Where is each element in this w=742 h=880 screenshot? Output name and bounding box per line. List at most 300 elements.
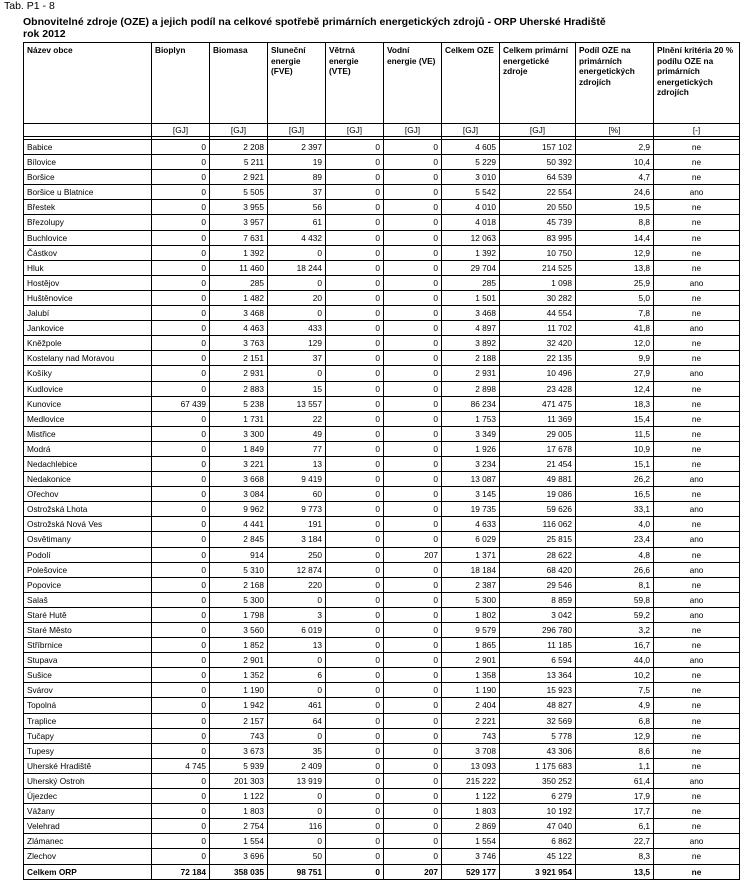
table-cell: 350 252 — [500, 773, 576, 788]
table-title — [23, 16, 742, 40]
unit-cell: [GJ] — [500, 124, 576, 137]
table-cell: 0 — [326, 728, 384, 743]
table-cell: ano — [654, 185, 740, 200]
column-header: Plnění kritéria 20 % podílu OZE na primárních energetických zdrojích — [654, 43, 740, 124]
table-cell: 0 — [152, 306, 210, 321]
table-row — [24, 170, 740, 185]
table-row — [24, 743, 740, 758]
municipality-name: Polešovice — [24, 562, 152, 577]
table-row — [24, 698, 740, 713]
table-cell: 2 208 — [210, 140, 268, 155]
table-cell: 3 042 — [500, 607, 576, 622]
municipality-name: Hostějov — [24, 275, 152, 290]
table-cell: 49 881 — [500, 472, 576, 487]
table-cell: 471 475 — [500, 396, 576, 411]
table-row — [24, 577, 740, 592]
table-cell: 5,0 — [576, 290, 654, 305]
table-cell: 207 — [384, 547, 442, 562]
table-cell: 27,9 — [576, 366, 654, 381]
table-cell: 0 — [326, 547, 384, 562]
table-cell: 11 460 — [210, 260, 268, 275]
table-cell: ne — [654, 864, 740, 879]
table-cell: ne — [654, 441, 740, 456]
table-cell: 0 — [384, 789, 442, 804]
column-header: Celkem primární energetické zdroje — [500, 43, 576, 124]
table-cell: ne — [654, 849, 740, 864]
table-cell: 0 — [152, 819, 210, 834]
table-cell: 3,2 — [576, 623, 654, 638]
table-cell: 0 — [152, 834, 210, 849]
table-cell: 116 — [268, 819, 326, 834]
table-cell: 0 — [384, 728, 442, 743]
table-cell: 0 — [268, 728, 326, 743]
table-cell: ne — [654, 728, 740, 743]
table-cell: 56 — [268, 200, 326, 215]
unit-cell: [GJ] — [210, 124, 268, 137]
table-cell: ne — [654, 411, 740, 426]
table-cell: 0 — [326, 819, 384, 834]
table-cell: 32 420 — [500, 336, 576, 351]
table-cell: 19,5 — [576, 200, 654, 215]
table-cell: 0 — [326, 758, 384, 773]
table-cell: 86 234 — [442, 396, 500, 411]
table-cell: 0 — [384, 849, 442, 864]
municipality-name: Hluk — [24, 260, 152, 275]
table-cell: 3 010 — [442, 170, 500, 185]
table-cell: 0 — [384, 351, 442, 366]
table-cell: 2 409 — [268, 758, 326, 773]
municipality-name: Stříbrnice — [24, 638, 152, 653]
table-cell: 0 — [268, 683, 326, 698]
table-cell: 0 — [152, 773, 210, 788]
table-row — [24, 456, 740, 471]
table-cell: 2 151 — [210, 351, 268, 366]
table-row — [24, 789, 740, 804]
table-cell: 0 — [384, 396, 442, 411]
table-cell: 0 — [326, 411, 384, 426]
table-cell: ne — [654, 245, 740, 260]
table-cell: 1 554 — [210, 834, 268, 849]
table-cell: 201 303 — [210, 773, 268, 788]
table-cell: 4,8 — [576, 547, 654, 562]
table-cell: 11,5 — [576, 426, 654, 441]
table-cell: ne — [654, 260, 740, 275]
table-cell: 2 387 — [442, 577, 500, 592]
table-cell: 4,0 — [576, 517, 654, 532]
table-cell: 0 — [384, 668, 442, 683]
table-cell: 0 — [152, 562, 210, 577]
table-cell: 23,4 — [576, 532, 654, 547]
table-cell: 0 — [326, 426, 384, 441]
table-cell: 0 — [384, 562, 442, 577]
table-cell: 0 — [268, 592, 326, 607]
table-cell: 1 175 683 — [500, 758, 576, 773]
table-cell: 0 — [326, 321, 384, 336]
table-cell: 4 745 — [152, 758, 210, 773]
unit-cell: [GJ] — [326, 124, 384, 137]
table-cell: ne — [654, 638, 740, 653]
table-cell: 5 778 — [500, 728, 576, 743]
table-cell: 29 704 — [442, 260, 500, 275]
table-cell: 3 673 — [210, 743, 268, 758]
table-cell: 3 349 — [442, 426, 500, 441]
table-cell: 0 — [152, 502, 210, 517]
table-cell: 0 — [384, 683, 442, 698]
table-cell: 0 — [326, 336, 384, 351]
table-row — [24, 396, 740, 411]
table-cell: ne — [654, 577, 740, 592]
table-cell: 1 501 — [442, 290, 500, 305]
table-cell: 9,9 — [576, 351, 654, 366]
municipality-name: Jalubí — [24, 306, 152, 321]
table-cell: 11 702 — [500, 321, 576, 336]
table-cell: 1 926 — [442, 441, 500, 456]
column-header: Celkem OZE — [442, 43, 500, 124]
table-cell: 0 — [326, 381, 384, 396]
table-cell: 0 — [152, 668, 210, 683]
table-cell: 0 — [384, 834, 442, 849]
table-cell: 4,7 — [576, 170, 654, 185]
table-cell: 8 859 — [500, 592, 576, 607]
table-cell: ano — [654, 532, 740, 547]
table-cell: 0 — [268, 653, 326, 668]
unit-cell: [%] — [576, 124, 654, 137]
table-cell: 0 — [326, 396, 384, 411]
table-label: Tab. P1 - 8 — [4, 0, 55, 12]
table-cell: 1 190 — [442, 683, 500, 698]
table-cell: 0 — [152, 426, 210, 441]
table-cell: 0 — [384, 245, 442, 260]
table-cell: 0 — [268, 306, 326, 321]
table-cell: ne — [654, 789, 740, 804]
table-body — [24, 137, 740, 880]
table-cell: 0 — [152, 336, 210, 351]
table-cell: 2 921 — [210, 170, 268, 185]
table-cell: 3 957 — [210, 215, 268, 230]
table-cell: ne — [654, 140, 740, 155]
table-cell: 0 — [384, 275, 442, 290]
table-cell: ne — [654, 623, 740, 638]
table-cell: 10,9 — [576, 441, 654, 456]
municipality-name: Medlovice — [24, 411, 152, 426]
table-row — [24, 668, 740, 683]
table-cell: 18 184 — [442, 562, 500, 577]
table-cell: 296 780 — [500, 623, 576, 638]
table-cell: 12,9 — [576, 728, 654, 743]
table-cell: 10 750 — [500, 245, 576, 260]
table-cell: 2 404 — [442, 698, 500, 713]
table-cell: 0 — [268, 366, 326, 381]
table-cell: 9 773 — [268, 502, 326, 517]
table-cell: 0 — [384, 366, 442, 381]
table-row — [24, 653, 740, 668]
table-cell: 13 919 — [268, 773, 326, 788]
table-cell: 47 040 — [500, 819, 576, 834]
table-cell: 0 — [152, 804, 210, 819]
table-cell: 3 668 — [210, 472, 268, 487]
table-cell: 0 — [152, 653, 210, 668]
table-row — [24, 834, 740, 849]
table-row — [24, 260, 740, 275]
table-cell: 0 — [152, 140, 210, 155]
table-row — [24, 426, 740, 441]
table-cell: 28 622 — [500, 547, 576, 562]
energy-table — [23, 42, 740, 880]
table-cell: 23 428 — [500, 381, 576, 396]
table-cell: 37 — [268, 185, 326, 200]
table-cell: 1 392 — [442, 245, 500, 260]
table-cell: 6 594 — [500, 653, 576, 668]
table-cell: 3 221 — [210, 456, 268, 471]
table-cell: 0 — [326, 592, 384, 607]
municipality-name: Ostrožská Nová Ves — [24, 517, 152, 532]
table-cell: 2 188 — [442, 351, 500, 366]
table-cell: 0 — [384, 321, 442, 336]
table-cell: 220 — [268, 577, 326, 592]
table-cell: 0 — [384, 155, 442, 170]
header-row — [24, 43, 740, 124]
table-cell: 60 — [268, 487, 326, 502]
table-cell: 0 — [152, 698, 210, 713]
table-cell: 10,4 — [576, 155, 654, 170]
table-cell: 20 — [268, 290, 326, 305]
table-cell: 10,2 — [576, 668, 654, 683]
table-cell: ne — [654, 668, 740, 683]
table-row — [24, 472, 740, 487]
table-cell: 61,4 — [576, 773, 654, 788]
table-cell: 207 — [384, 864, 442, 879]
table-cell: 743 — [210, 728, 268, 743]
table-cell: 3 300 — [210, 426, 268, 441]
table-cell: 25,9 — [576, 275, 654, 290]
table-cell: 98 751 — [268, 864, 326, 879]
table-cell: 22 135 — [500, 351, 576, 366]
municipality-name: Kunovice — [24, 396, 152, 411]
table-cell: ano — [654, 472, 740, 487]
table-cell: 914 — [210, 547, 268, 562]
table-cell: 89 — [268, 170, 326, 185]
table-cell: 1 554 — [442, 834, 500, 849]
table-cell: 3 696 — [210, 849, 268, 864]
table-cell: 3 468 — [442, 306, 500, 321]
table-cell: 3 184 — [268, 532, 326, 547]
table-cell: ano — [654, 592, 740, 607]
table-cell: 1 371 — [442, 547, 500, 562]
table-cell: 0 — [152, 245, 210, 260]
table-row — [24, 728, 740, 743]
table-cell: 10 496 — [500, 366, 576, 381]
table-cell: 5 211 — [210, 155, 268, 170]
table-cell: 0 — [152, 351, 210, 366]
table-cell: 6 029 — [442, 532, 500, 547]
table-cell: 4 441 — [210, 517, 268, 532]
municipality-name: Zlechov — [24, 849, 152, 864]
table-cell: 2 157 — [210, 713, 268, 728]
table-cell: 44 554 — [500, 306, 576, 321]
table-cell: 0 — [326, 562, 384, 577]
table-cell: ne — [654, 713, 740, 728]
table-cell: 0 — [384, 441, 442, 456]
column-header: Sluneční energie (FVE) — [268, 43, 326, 124]
table-cell: 16,5 — [576, 487, 654, 502]
table-cell: 0 — [326, 668, 384, 683]
municipality-name: Nedakonice — [24, 472, 152, 487]
table-cell: 22 — [268, 411, 326, 426]
table-cell: 0 — [326, 804, 384, 819]
table-cell: 285 — [442, 275, 500, 290]
table-cell: 4 010 — [442, 200, 500, 215]
table-cell: 0 — [384, 185, 442, 200]
table-cell: 5 300 — [442, 592, 500, 607]
table-cell: 529 177 — [442, 864, 500, 879]
table-cell: 1 803 — [210, 804, 268, 819]
table-cell: 11 369 — [500, 411, 576, 426]
table-cell: 0 — [384, 456, 442, 471]
table-row — [24, 185, 740, 200]
table-cell: 50 — [268, 849, 326, 864]
municipality-name: Uherský Ostroh — [24, 773, 152, 788]
municipality-name: Sušice — [24, 668, 152, 683]
table-cell: 0 — [152, 623, 210, 638]
table-cell: 0 — [326, 487, 384, 502]
unit-cell: [GJ] — [384, 124, 442, 137]
municipality-name: Staré Město — [24, 623, 152, 638]
table-row — [24, 351, 740, 366]
table-cell: 67 439 — [152, 396, 210, 411]
table-cell: 0 — [152, 170, 210, 185]
table-cell: 3 — [268, 607, 326, 622]
table-cell: 2 898 — [442, 381, 500, 396]
table-cell: 0 — [152, 275, 210, 290]
unit-cell: [GJ] — [268, 124, 326, 137]
table-cell: 3 468 — [210, 306, 268, 321]
table-cell: 0 — [326, 638, 384, 653]
table-row — [24, 592, 740, 607]
table-cell: 157 102 — [500, 140, 576, 155]
table-cell: 13 — [268, 456, 326, 471]
table-cell: 59 626 — [500, 502, 576, 517]
table-cell: ano — [654, 502, 740, 517]
table-cell: 26,6 — [576, 562, 654, 577]
table-cell: 0 — [326, 245, 384, 260]
table-row — [24, 441, 740, 456]
table-cell: 0 — [152, 849, 210, 864]
table-cell: 0 — [152, 185, 210, 200]
table-cell: ne — [654, 743, 740, 758]
table-cell: 0 — [326, 849, 384, 864]
municipality-name: Kudlovice — [24, 381, 152, 396]
table-cell: 1 482 — [210, 290, 268, 305]
table-cell: 2 931 — [210, 366, 268, 381]
table-cell: 19 735 — [442, 502, 500, 517]
table-cell: 13,5 — [576, 864, 654, 879]
table-cell: 17,9 — [576, 789, 654, 804]
table-cell: 5 505 — [210, 185, 268, 200]
table-cell: 15,4 — [576, 411, 654, 426]
table-cell: 0 — [152, 155, 210, 170]
municipality-name: Tučapy — [24, 728, 152, 743]
table-cell: 0 — [152, 789, 210, 804]
table-cell: ne — [654, 456, 740, 471]
table-cell: 1 098 — [500, 275, 576, 290]
table-cell: 0 — [268, 789, 326, 804]
table-cell: 0 — [326, 607, 384, 622]
table-cell: 2 901 — [210, 653, 268, 668]
table-cell: 2 221 — [442, 713, 500, 728]
table-cell: 2 901 — [442, 653, 500, 668]
table-cell: 0 — [326, 472, 384, 487]
table-cell: 29 005 — [500, 426, 576, 441]
table-cell: 0 — [152, 290, 210, 305]
table-cell: 2 869 — [442, 819, 500, 834]
table-cell: 0 — [268, 804, 326, 819]
table-cell: 0 — [152, 381, 210, 396]
table-cell: 14,4 — [576, 230, 654, 245]
table-cell: 0 — [384, 532, 442, 547]
table-cell: 43 306 — [500, 743, 576, 758]
municipality-name: Jankovice — [24, 321, 152, 336]
table-cell: 12,0 — [576, 336, 654, 351]
table-cell: 12 063 — [442, 230, 500, 245]
table-cell: ne — [654, 290, 740, 305]
table-cell: 5 939 — [210, 758, 268, 773]
municipality-name: Částkov — [24, 245, 152, 260]
table-cell: 358 035 — [210, 864, 268, 879]
table-cell: 129 — [268, 336, 326, 351]
municipality-name: Staré Hutě — [24, 607, 152, 622]
municipality-name: Stupava — [24, 653, 152, 668]
table-cell: 22 554 — [500, 185, 576, 200]
table-cell: 0 — [326, 170, 384, 185]
table-cell: 5 300 — [210, 592, 268, 607]
table-cell: 7,5 — [576, 683, 654, 698]
table-cell: ne — [654, 698, 740, 713]
title-line-1: Obnovitelné zdroje (OZE) a jejich podíl na celkové spotřebě primárních energetických zdrojů - ORP Uherské Hradiště — [23, 16, 606, 28]
table-cell: 0 — [384, 607, 442, 622]
table-cell: 285 — [210, 275, 268, 290]
unit-cell: [GJ] — [442, 124, 500, 137]
table-row — [24, 487, 740, 502]
table-cell: 0 — [326, 230, 384, 245]
table-cell: 0 — [326, 577, 384, 592]
table-cell: 4 432 — [268, 230, 326, 245]
table-cell: 0 — [384, 260, 442, 275]
table-cell: 0 — [152, 366, 210, 381]
table-cell: 49 — [268, 426, 326, 441]
unit-cell: [GJ] — [152, 124, 210, 137]
table-cell: 17,7 — [576, 804, 654, 819]
table-cell: 2 845 — [210, 532, 268, 547]
table-cell: 6 862 — [500, 834, 576, 849]
table-cell: 12,4 — [576, 381, 654, 396]
municipality-name: Ostrožská Lhota — [24, 502, 152, 517]
table-cell: 0 — [152, 713, 210, 728]
table-cell: 8,6 — [576, 743, 654, 758]
table-cell: 0 — [152, 441, 210, 456]
table-cell: 0 — [152, 230, 210, 245]
table-cell: ne — [654, 381, 740, 396]
table-row — [24, 245, 740, 260]
municipality-name: Topolná — [24, 698, 152, 713]
table-cell: 0 — [326, 441, 384, 456]
table-cell: 33,1 — [576, 502, 654, 517]
table-cell: 461 — [268, 698, 326, 713]
table-cell: 0 — [152, 683, 210, 698]
table-cell: 2 168 — [210, 577, 268, 592]
table-cell: ne — [654, 804, 740, 819]
table-cell: 0 — [384, 336, 442, 351]
table-cell: 11 185 — [500, 638, 576, 653]
